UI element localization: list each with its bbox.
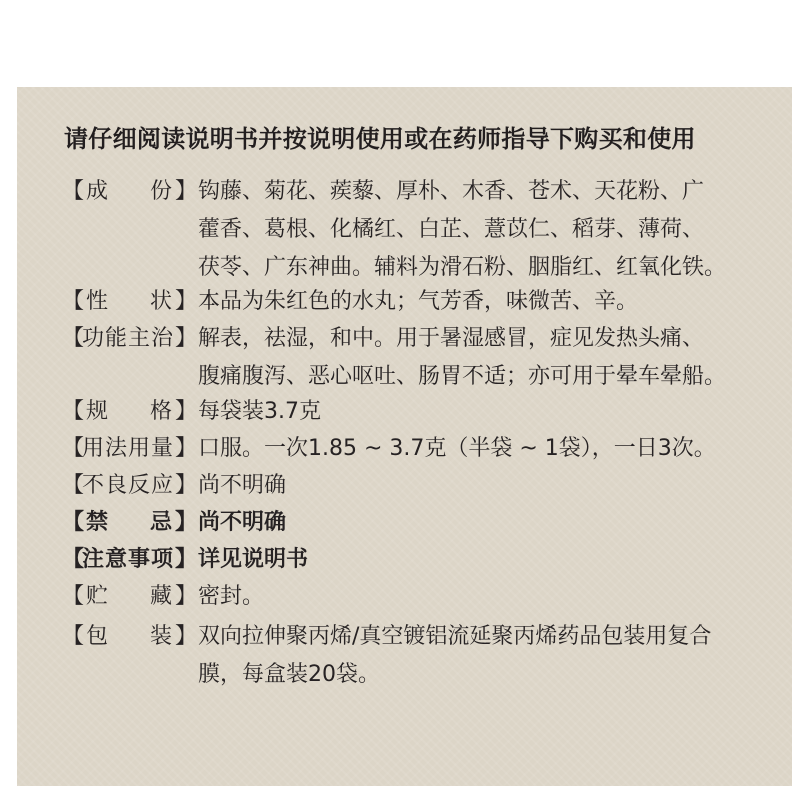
row-value — [198, 578, 798, 616]
value-line: 钩藤、菊花、蒺藜、厚朴、木香、苍术、天花粉、广 — [198, 179, 705, 204]
value-line: 口服。一次1.85 ~ 3.7克（半袋 ~ 1袋），一日3次。 — [198, 436, 716, 461]
label-bracket-open: 【 — [62, 547, 85, 572]
row-label — [62, 504, 197, 542]
row-label — [62, 393, 197, 431]
label-bracket-close: 】 — [174, 547, 197, 572]
value-line: 尚不明确 — [198, 510, 287, 535]
label-char: 装 — [150, 624, 173, 649]
row-value — [198, 541, 798, 579]
label-char: 规 — [86, 399, 109, 424]
label-char: 贮 — [86, 584, 109, 609]
row-value — [198, 283, 798, 321]
label-bracket-open: 【 — [62, 624, 85, 649]
value-line: 双向拉伸聚丙烯/真空镀铝流延聚丙烯药品包装用复合 — [198, 624, 712, 649]
value-line: 解表，祛湿，和中。用于暑湿感冒，症见发热头痛、 — [198, 326, 705, 351]
label-char: 格 — [150, 399, 173, 424]
row-value — [198, 618, 798, 694]
value-line: 腹痛腹泻、恶心呕吐、肠胃不适；亦可用于晕车晕船。 — [198, 364, 727, 389]
row-label — [62, 618, 197, 656]
row-label — [62, 467, 197, 505]
value-line: 详见说明书 — [198, 547, 309, 572]
label-bracket-close: 】 — [174, 436, 197, 461]
label-bracket-close: 】 — [174, 326, 197, 351]
label-bracket-open: 【 — [62, 179, 85, 204]
label-bracket-close: 】 — [174, 289, 197, 314]
row-value — [198, 504, 798, 542]
row-label — [62, 578, 197, 616]
label-bracket-open: 【 — [62, 289, 85, 314]
row-label — [62, 173, 197, 211]
label-bracket-close: 】 — [174, 399, 197, 424]
row-label — [62, 430, 197, 468]
label-text: 不良反应 — [82, 473, 175, 498]
row-value — [198, 430, 798, 468]
label-char: 藏 — [150, 584, 173, 609]
value-line: 尚不明确 — [198, 473, 287, 498]
label-char: 包 — [86, 624, 109, 649]
label-bracket-open: 【 — [62, 510, 85, 535]
label-text: 注意事项 — [82, 547, 175, 572]
value-line: 密封。 — [198, 584, 265, 609]
label-bracket-open: 【 — [62, 584, 85, 609]
label-char: 份 — [150, 179, 173, 204]
warning-heading: 请仔细阅读说明书并按说明使用或在药师指导下购买和使用 — [64, 125, 696, 153]
row-label — [62, 320, 197, 358]
value-line: 每袋装3.7克 — [198, 399, 321, 424]
label-bracket-close: 】 — [174, 473, 197, 498]
row-label — [62, 541, 197, 579]
value-line: 藿香、葛根、化橘红、白芷、薏苡仁、稻芽、薄荷、 — [198, 217, 705, 242]
label-bracket-open: 【 — [62, 436, 85, 461]
label-char: 状 — [150, 289, 173, 314]
row-label — [62, 283, 197, 321]
label-bracket-open: 【 — [62, 399, 85, 424]
row-value — [198, 173, 798, 287]
label-text: 功能主治 — [82, 326, 175, 351]
label-bracket-close: 】 — [174, 624, 197, 649]
label-char: 禁 — [86, 510, 109, 535]
label-bracket-close: 】 — [174, 179, 197, 204]
value-line: 茯苓、广东神曲。辅料为滑石粉、胭脂红、红氧化铁。 — [198, 255, 727, 280]
label-text: 用法用量 — [82, 436, 175, 461]
label-char: 性 — [86, 289, 109, 314]
label-bracket-close: 】 — [174, 510, 197, 535]
label-bracket-close: 】 — [174, 584, 197, 609]
value-line: 本品为朱红色的水丸；气芳香，味微苦、辛。 — [198, 289, 639, 314]
label-bracket-open: 【 — [62, 473, 85, 498]
row-value — [198, 467, 798, 505]
row-value — [198, 320, 798, 396]
value-line: 膜，每盒装20袋。 — [198, 662, 380, 687]
label-char: 成 — [86, 179, 109, 204]
label-bracket-open: 【 — [62, 326, 85, 351]
row-value — [198, 393, 798, 431]
label-char: 忌 — [150, 510, 173, 535]
